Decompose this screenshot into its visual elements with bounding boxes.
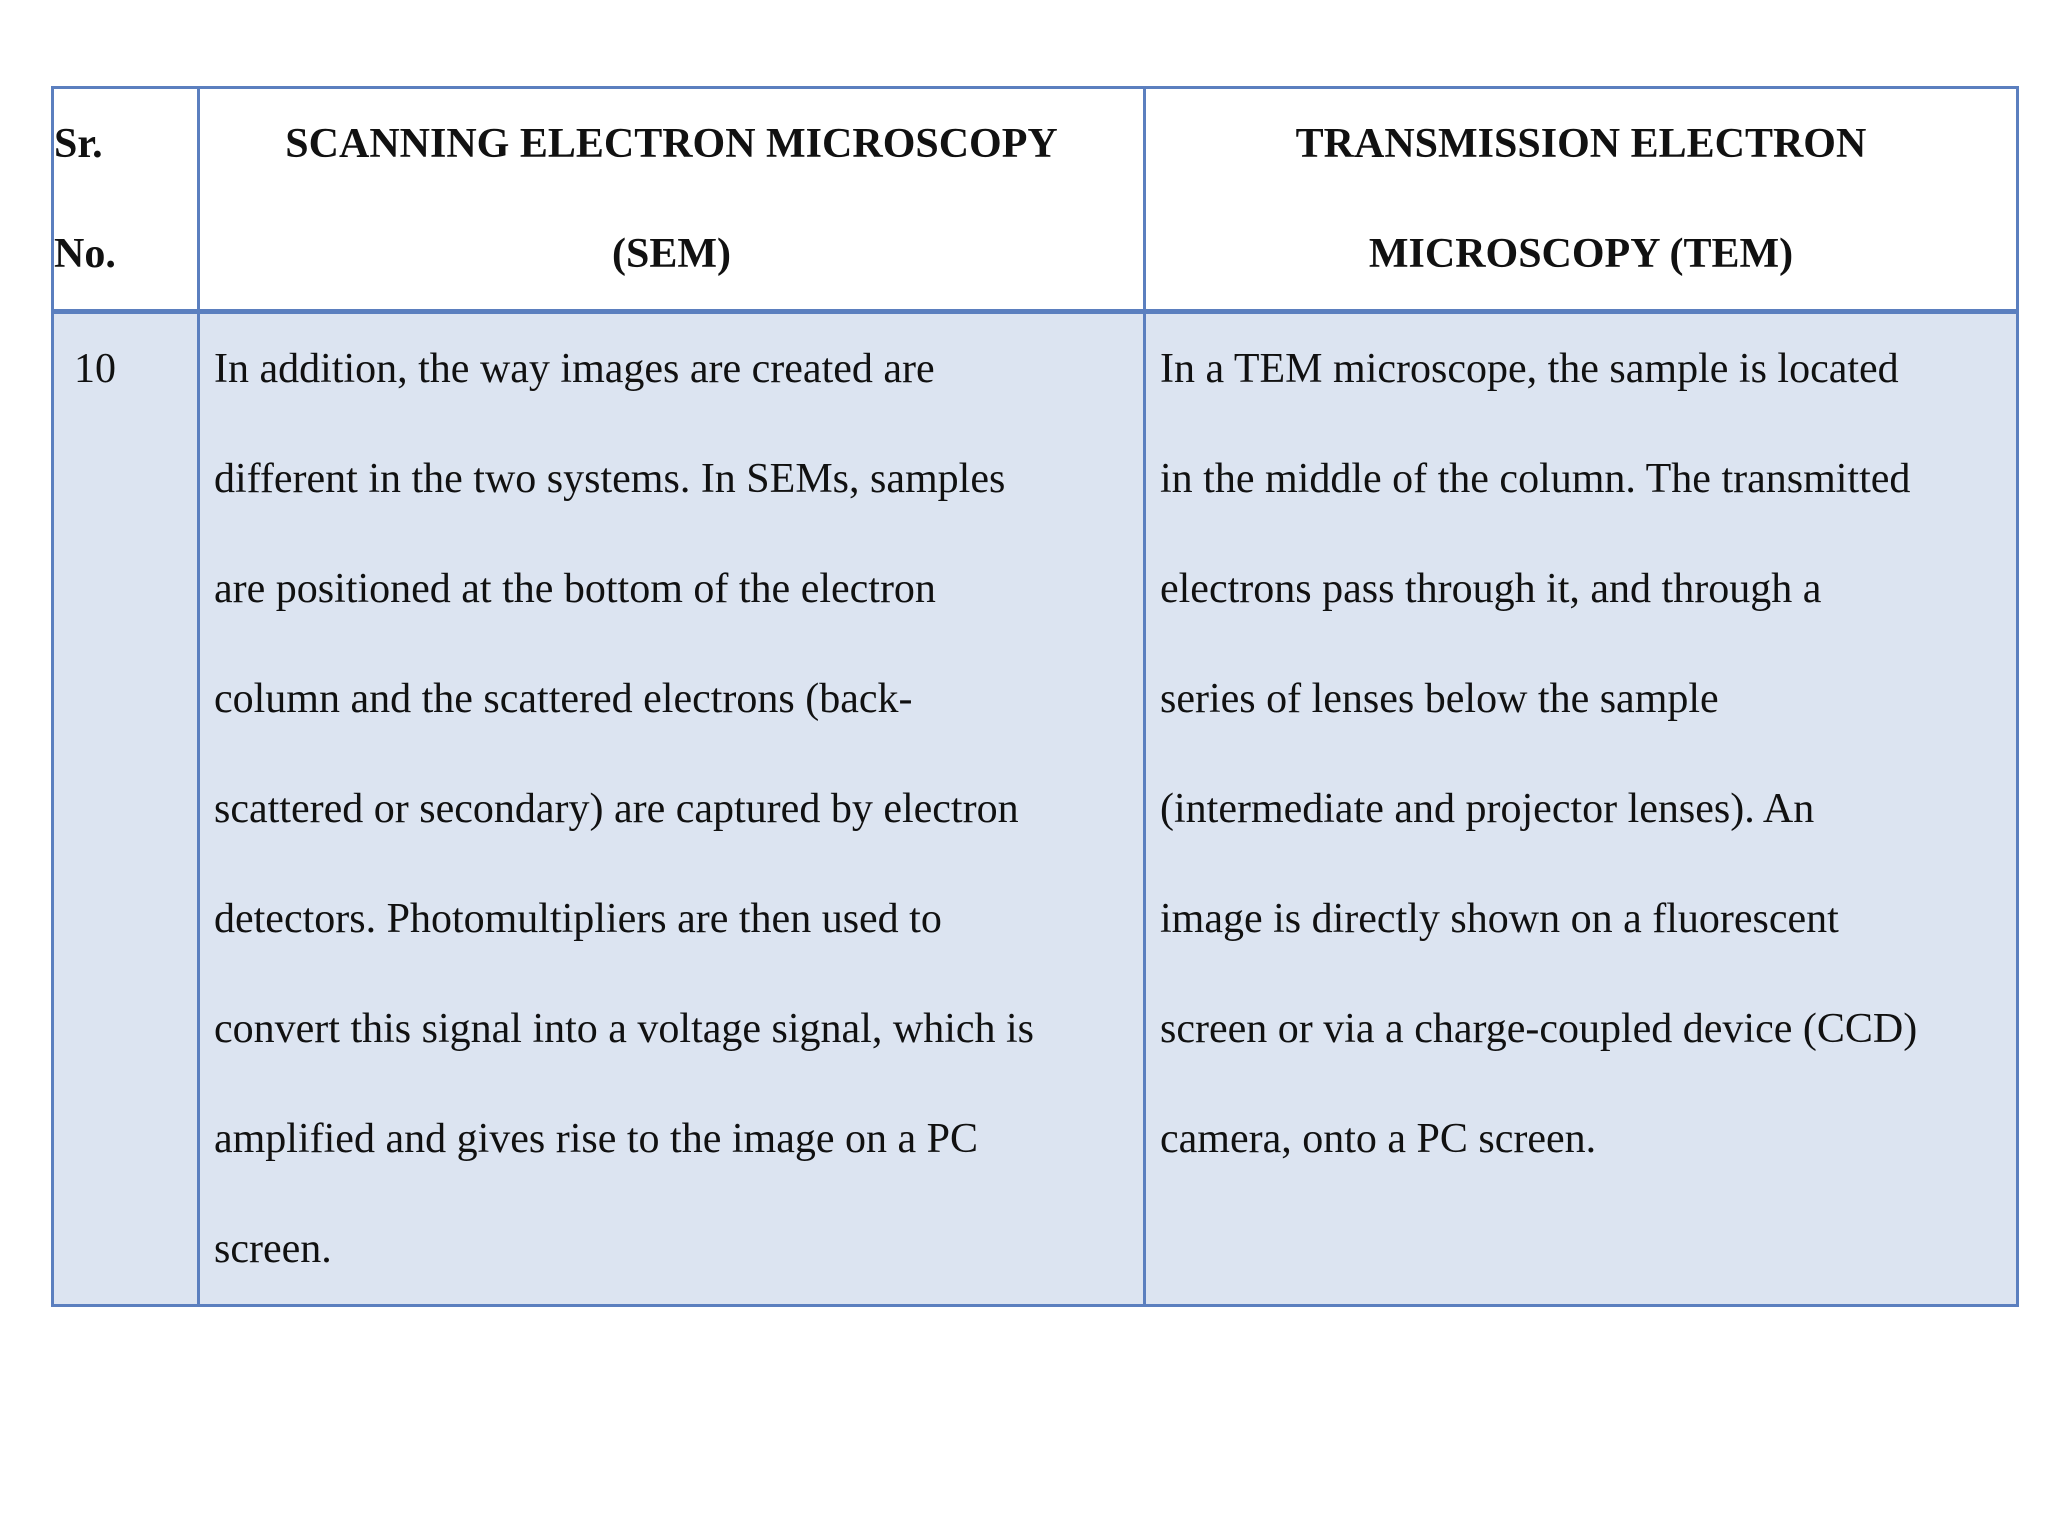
sem-line: are positioned at the bottom of the electron — [214, 566, 936, 612]
header-sr-line1: Sr. — [54, 121, 103, 167]
sem-line: In addition, the way images are created are — [214, 346, 935, 392]
header-tem-line1: TRANSMISSION ELECTRON — [1295, 121, 1867, 167]
header-tem-line2: MICROSCOPY (TEM) — [1368, 231, 1794, 277]
header-sr-no — [53, 88, 199, 312]
tem-line: In a TEM microscope, the sample is located — [1160, 346, 1899, 392]
header-sem-line1: SCANNING ELECTRON MICROSCOPY — [285, 121, 1058, 167]
row-sr-no: 10 — [53, 312, 199, 1306]
header-sem-line2: (SEM) — [612, 231, 731, 277]
sem-line: amplified and gives rise to the image on a PC — [214, 1116, 978, 1162]
sem-line: column and the scattered electrons (back- — [214, 676, 913, 722]
header-sem — [199, 88, 1145, 312]
tem-line: image is directly shown on a fluorescent — [1160, 896, 1839, 942]
tem-line: (intermediate and projector lenses). An — [1160, 786, 1815, 832]
sem-line: different in the two systems. In SEMs, samples — [214, 456, 1006, 502]
sem-line: screen. — [214, 1226, 332, 1272]
header-row — [53, 88, 2018, 312]
tem-line: screen or via a charge-coupled device (CCD) — [1160, 1006, 1918, 1052]
comparison-table — [51, 86, 2019, 1307]
tem-line: camera, onto a PC screen. — [1160, 1116, 1597, 1162]
sem-line: scattered or secondary) are captured by electron — [214, 786, 1019, 832]
sem-line: detectors. Photomultipliers are then used to — [214, 896, 942, 942]
tem-line: in the middle of the column. The transmitted — [1160, 456, 1911, 502]
table-row — [53, 312, 2018, 1306]
tem-description — [1145, 312, 2018, 1306]
sem-line: convert this signal into a voltage signal, which is — [214, 1006, 1035, 1052]
header-tem — [1145, 88, 2018, 312]
header-sr-line2: No. — [54, 231, 116, 277]
tem-line: series of lenses below the sample — [1160, 676, 1719, 722]
tem-line: electrons pass through it, and through a — [1160, 566, 1822, 612]
sem-description — [199, 312, 1145, 1306]
